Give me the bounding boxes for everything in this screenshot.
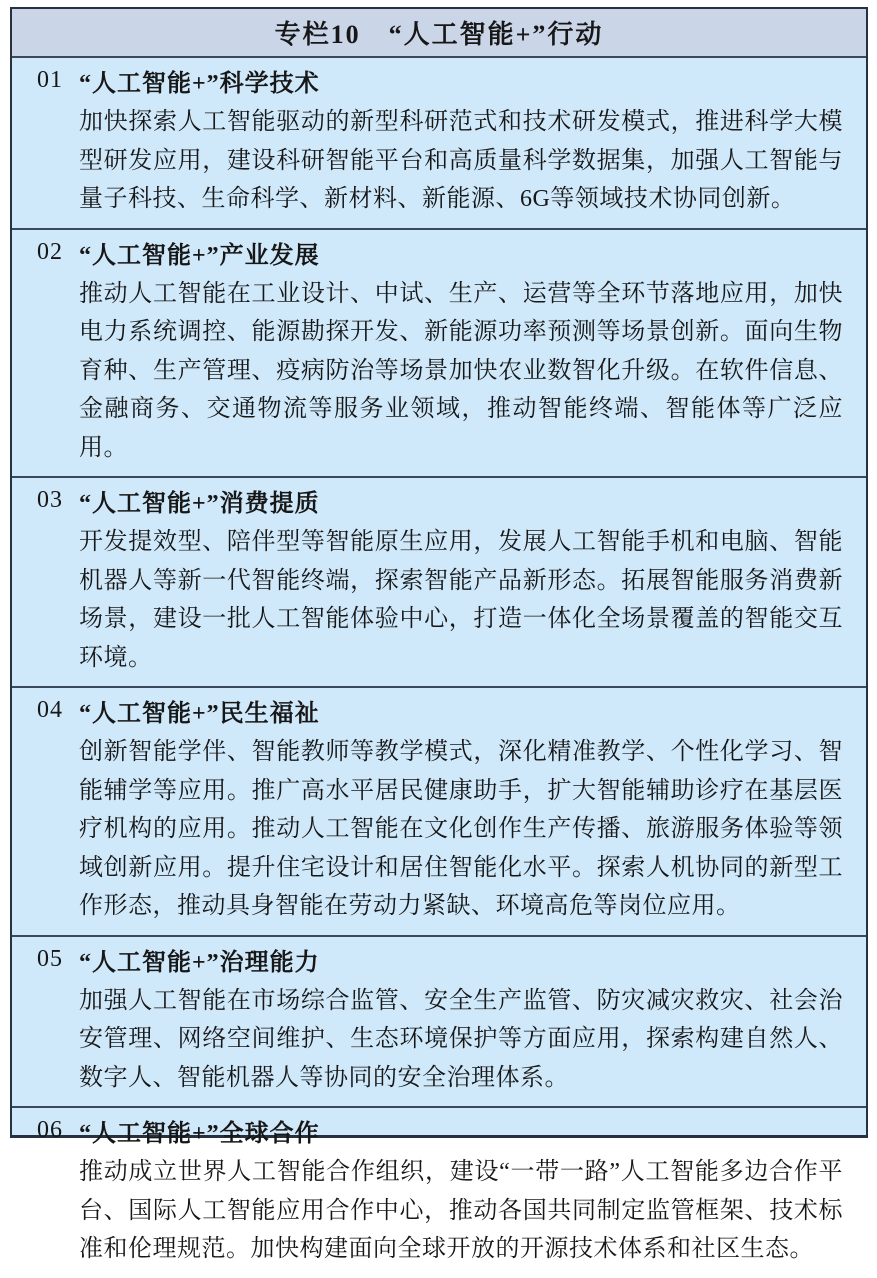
section-06-global-cooperation	[12, 1108, 866, 1278]
section-body: 推动人工智能在工业设计、中试、生产、运营等全环节落地应用，加快电力系统调控、能源勘探开发、新能源功率预测等场景创新。面向生物育种、生产管理、疫病防治等场景加快农业数智化升级。在软件信息、金融商务、交通物流等服务业领域，推动智能终端、智能体等广泛应用。	[79, 280, 843, 461]
section-title: “人工智能+”产业发展	[79, 242, 320, 269]
section-body: 推动成立世界人工智能合作组织，建设“一带一路”人工智能多边合作平台、国际人工智能应用合作中心，推动各国共同制定监管框架、技术标准和伦理规范。加快构建面向全球开放的开源技术体系和社区生态。	[79, 1159, 843, 1262]
section-number: 05	[37, 945, 63, 972]
ai-plus-action-panel	[10, 7, 868, 1262]
section-title: “人工智能+”全球合作	[79, 1121, 320, 1147]
section-body: 创新智能学伴、智能教师等教学模式，深化精准教学、个性化学习、智能辅学等应用。推广高水平居民健康助手，扩大智能辅助诊疗在基层医疗机构的应用。推动人工智能在文化创作生产传播、旅游服务体验等领域创新应用。提升住宅设计和居住智能化水平。探索人机协同的新型工作形态，推动具身智能在劳动力紧缺、环境高危等岗位应用。	[79, 739, 843, 919]
section-01-science-technology	[12, 58, 866, 230]
section-title: “人工智能+”治理能力	[79, 949, 320, 976]
section-number: 04	[37, 697, 63, 723]
section-body: 开发提效型、陪伴型等智能原生应用，发展人工智能手机和电脑、智能机器人等新一代智能终端，探索智能产品新形态。拓展智能服务消费新场景，建设一批人工智能体验中心，打造一体化全场景覆盖的智能交互环境。	[79, 529, 843, 671]
panel-header	[12, 9, 866, 58]
section-list	[12, 58, 866, 1278]
section-number: 03	[37, 487, 63, 513]
section-title: “人工智能+”消费提质	[79, 491, 320, 517]
section-number: 01	[37, 67, 63, 93]
section-title: “人工智能+”民生福祉	[79, 701, 320, 727]
section-title: “人工智能+”科学技术	[79, 71, 320, 97]
panel-title: 专栏10 “人工智能+”行动	[274, 20, 604, 49]
section-03-consumption-quality	[12, 478, 866, 688]
section-body: 加快探索人工智能驱动的新型科研范式和技术研发模式，推进科学大模型研发应用，建设科研智能平台和高质量科学数据集，加强人工智能与量子科技、生命科学、新材料、新能源、6G等领域技术协同创新。	[79, 109, 843, 212]
section-02-industry-development	[12, 230, 866, 479]
section-05-governance-capacity	[12, 937, 866, 1109]
section-04-livelihood-welfare	[12, 688, 866, 937]
section-body: 加强人工智能在市场综合监管、安全生产监管、防灾减灾救灾、社会治安管理、网络空间维护、生态环境保护等方面应用，探索构建自然人、数字人、智能机器人等协同的安全治理体系。	[79, 987, 843, 1091]
section-number: 02	[37, 238, 63, 265]
section-number: 06	[37, 1117, 63, 1143]
